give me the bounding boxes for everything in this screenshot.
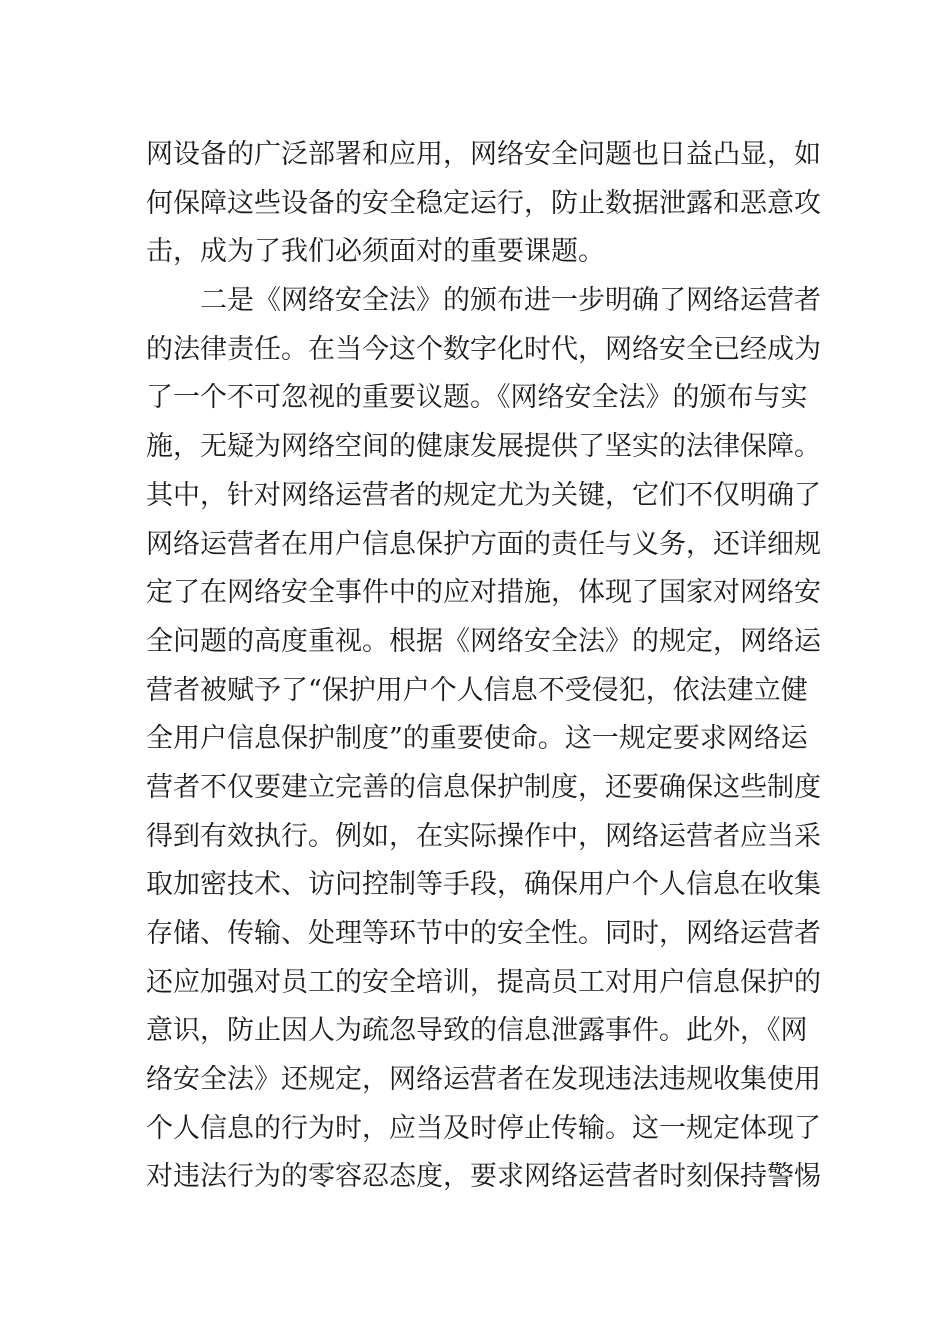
text-line: 击，成为了我们必须面对的重要课题。 — [146, 236, 605, 268]
text-line: 还应加强对员工的安全培训，提高员工对用户信息保护的 — [146, 966, 821, 998]
text-line: 二是《网络安全法》的颁布进一步明确了网络运营者 — [200, 285, 821, 317]
text-line: 了一个不可忽视的重要议题。《网络安全法》的颁布与实 — [146, 382, 808, 414]
text-line: 全用户信息保护制度”的重要使命。这一规定要求网络运 — [146, 723, 808, 755]
document-body — [146, 131, 821, 1202]
text-line: 的法律责任。在当今这个数字化时代，网络安全已经成为 — [146, 333, 821, 365]
text-line: 定了在网络安全事件中的应对措施，体现了国家对网络安 — [146, 577, 821, 609]
text-line: 何保障这些设备的安全稳定运行，防止数据泄露和恶意攻 — [146, 187, 821, 219]
text-line: 施，无疑为网络空间的健康发展提供了坚实的法律保障。 — [146, 431, 821, 463]
text-line: 存储、传输、处理等环节中的安全性。同时，网络运营者 — [146, 918, 821, 949]
text-line: 络安全法》还规定，网络运营者在发现违法违规收集使用 — [146, 1064, 821, 1096]
text-line: 营者不仅要建立完善的信息保护制度，还要确保这些制度 — [146, 771, 821, 803]
text-line: 取加密技术、访问控制等手段，确保用户个人信息在收集 — [146, 869, 821, 901]
text-line: 意识，防止因人为疏忽导致的信息泄露事件。此外，《网 — [146, 1015, 808, 1047]
text-line: 对违法行为的零容忍态度，要求网络运营者时刻保持警惕 — [146, 1161, 821, 1193]
paragraph-2 — [146, 277, 821, 1202]
text-line: 全问题的高度重视。根据《网络安全法》的规定，网络运 — [146, 625, 821, 657]
text-line: 网络运营者在用户信息保护方面的责任与义务，还详细规 — [146, 528, 821, 560]
text-line: 网设备的广泛部署和应用，网络安全问题也日益凸显，如 — [146, 139, 821, 170]
text-line: 得到有效执行。例如，在实际操作中，网络运营者应当采 — [146, 820, 821, 852]
text-line: 其中，针对网络运营者的规定尤为关键，它们不仅明确了 — [146, 479, 821, 511]
text-line: 营者被赋予了“保护用户个人信息不受侵犯，依法建立健 — [146, 674, 808, 706]
paragraph-1 — [146, 131, 821, 277]
text-line: 个人信息的行为时，应当及时停止传输。这一规定体现了 — [146, 1112, 821, 1144]
